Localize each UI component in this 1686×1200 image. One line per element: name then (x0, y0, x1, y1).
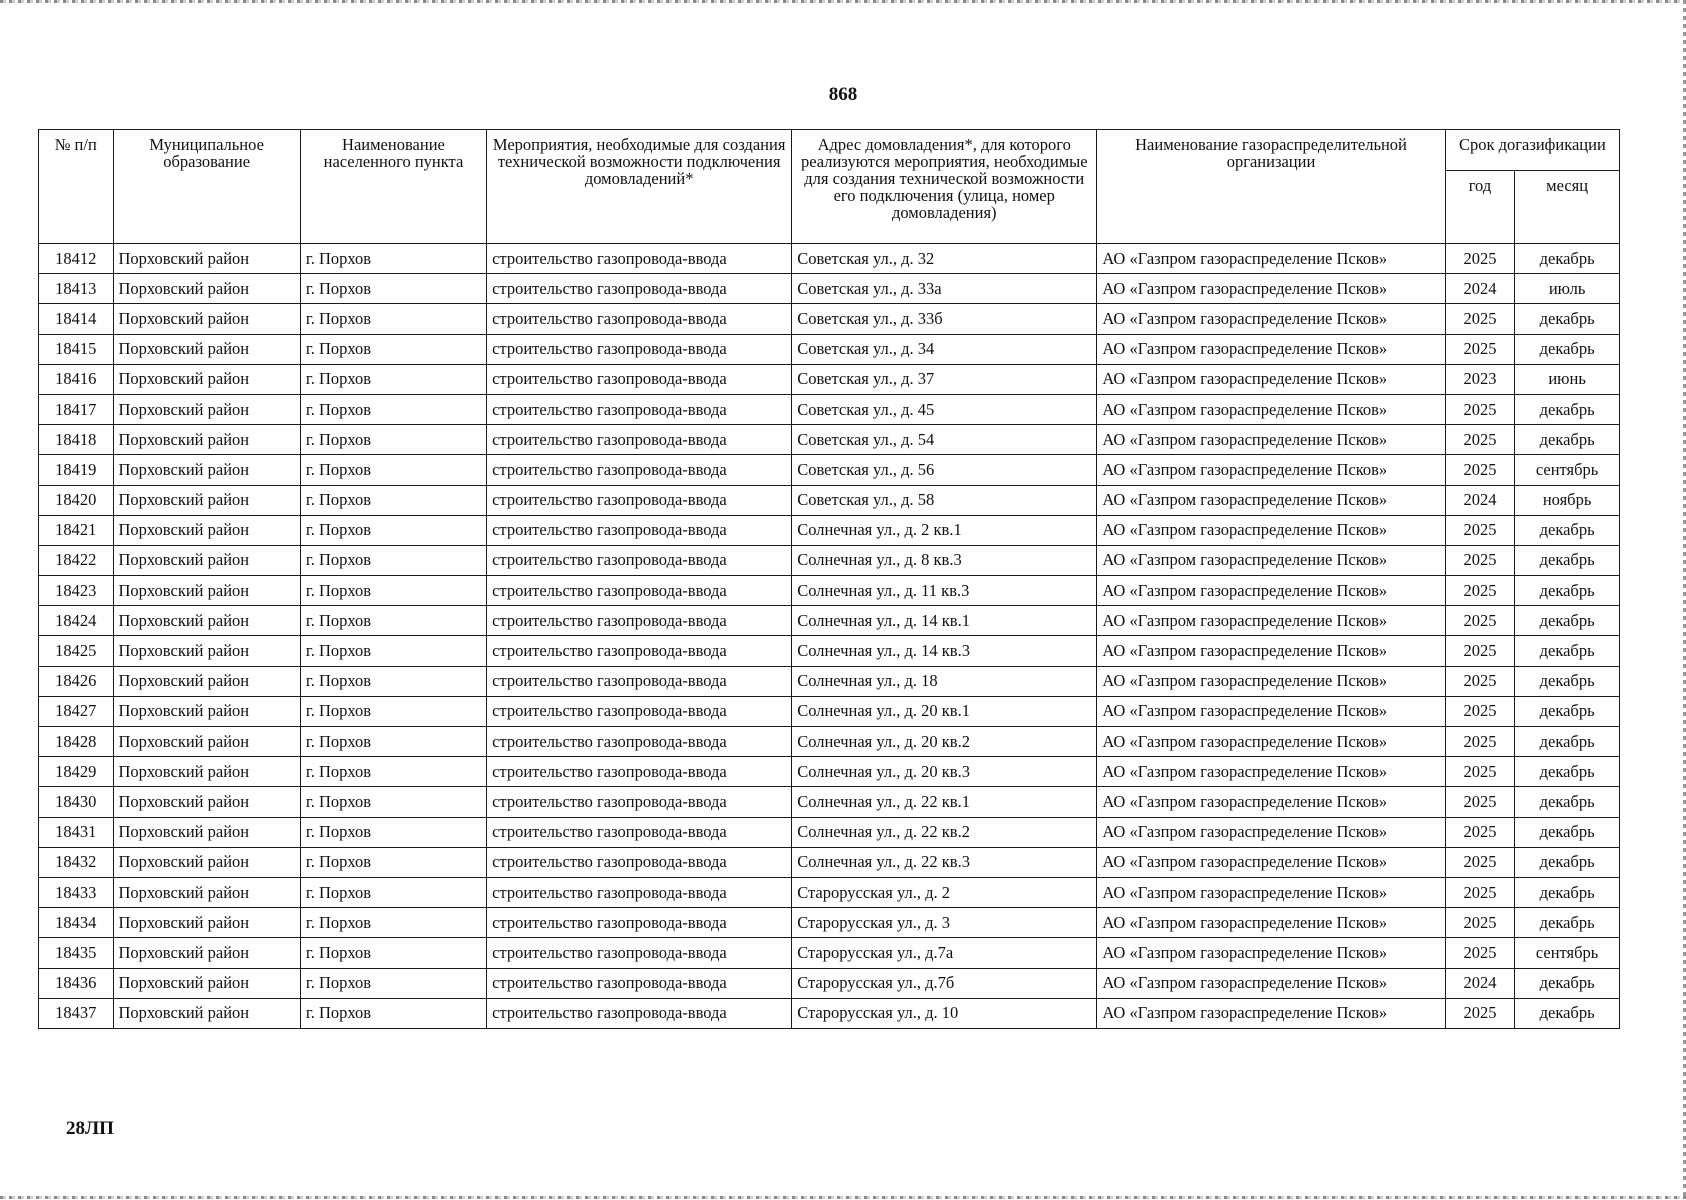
cell-measures: строительство газопровода-ввода (487, 968, 792, 998)
cell-measures: строительство газопровода-ввода (487, 908, 792, 938)
table-row (39, 545, 1620, 575)
table-row (39, 847, 1620, 877)
cell-year: 2025 (1445, 847, 1514, 877)
cell-settlement: г. Порхов (300, 485, 486, 515)
cell-measures: строительство газопровода-ввода (487, 696, 792, 726)
cell-year: 2025 (1445, 455, 1514, 485)
cell-measures: строительство газопровода-ввода (487, 485, 792, 515)
cell-address: Солнечная ул., д. 18 (792, 666, 1097, 696)
cell-municipality: Порховский район (113, 636, 300, 666)
scan-edge-top (0, 0, 1686, 3)
cell-municipality: Порховский район (113, 968, 300, 998)
cell-month: июнь (1515, 364, 1620, 394)
table-row (39, 485, 1620, 515)
cell-month: декабрь (1515, 394, 1620, 424)
cell-settlement: г. Порхов (300, 425, 486, 455)
cell-month: декабрь (1515, 545, 1620, 575)
cell-num: 18437 (39, 998, 114, 1028)
cell-organization: АО «Газпром газораспределение Псков» (1097, 877, 1445, 907)
table-row (39, 425, 1620, 455)
cell-organization: АО «Газпром газораспределение Псков» (1097, 757, 1445, 787)
cell-organization: АО «Газпром газораспределение Псков» (1097, 968, 1445, 998)
cell-organization: АО «Газпром газораспределение Псков» (1097, 485, 1445, 515)
cell-year: 2024 (1445, 274, 1514, 304)
cell-settlement: г. Порхов (300, 576, 486, 606)
cell-measures: строительство газопровода-ввода (487, 304, 792, 334)
header-measures: Мероприятия, необходимые для создания технической возможности подключения домовладений* (487, 130, 792, 244)
cell-year: 2025 (1445, 666, 1514, 696)
cell-measures: строительство газопровода-ввода (487, 606, 792, 636)
cell-address: Солнечная ул., д. 14 кв.1 (792, 606, 1097, 636)
table-row (39, 334, 1620, 364)
cell-num: 18413 (39, 274, 114, 304)
cell-measures: строительство газопровода-ввода (487, 274, 792, 304)
table-row (39, 244, 1620, 274)
cell-settlement: г. Порхов (300, 938, 486, 968)
cell-municipality: Порховский район (113, 998, 300, 1028)
cell-municipality: Порховский район (113, 334, 300, 364)
cell-settlement: г. Порхов (300, 515, 486, 545)
cell-measures: строительство газопровода-ввода (487, 425, 792, 455)
cell-settlement: г. Порхов (300, 757, 486, 787)
cell-month: декабрь (1515, 334, 1620, 364)
cell-month: декабрь (1515, 847, 1620, 877)
cell-settlement: г. Порхов (300, 968, 486, 998)
cell-num: 18422 (39, 545, 114, 575)
cell-address: Советская ул., д. 33а (792, 274, 1097, 304)
cell-month: ноябрь (1515, 485, 1620, 515)
header-municipality: Муниципальное образование (113, 130, 300, 244)
cell-organization: АО «Газпром газораспределение Псков» (1097, 727, 1445, 757)
cell-municipality: Порховский район (113, 244, 300, 274)
table-row (39, 938, 1620, 968)
cell-month: декабрь (1515, 606, 1620, 636)
cell-year: 2025 (1445, 394, 1514, 424)
cell-month: декабрь (1515, 877, 1620, 907)
cell-num: 18428 (39, 727, 114, 757)
table-row (39, 515, 1620, 545)
table-row (39, 787, 1620, 817)
cell-measures: строительство газопровода-ввода (487, 545, 792, 575)
cell-measures: строительство газопровода-ввода (487, 636, 792, 666)
cell-month: декабрь (1515, 696, 1620, 726)
cell-address: Советская ул., д. 34 (792, 334, 1097, 364)
cell-organization: АО «Газпром газораспределение Псков» (1097, 938, 1445, 968)
cell-num: 18412 (39, 244, 114, 274)
cell-organization: АО «Газпром газораспределение Псков» (1097, 334, 1445, 364)
cell-month: декабрь (1515, 727, 1620, 757)
cell-organization: АО «Газпром газораспределение Псков» (1097, 545, 1445, 575)
header-month: месяц (1515, 171, 1620, 244)
cell-year: 2025 (1445, 636, 1514, 666)
cell-measures: строительство газопровода-ввода (487, 998, 792, 1028)
cell-organization: АО «Газпром газораспределение Псков» (1097, 998, 1445, 1028)
cell-month: сентябрь (1515, 938, 1620, 968)
cell-organization: АО «Газпром газораспределение Псков» (1097, 455, 1445, 485)
cell-num: 18427 (39, 696, 114, 726)
cell-organization: АО «Газпром газораспределение Псков» (1097, 515, 1445, 545)
cell-year: 2025 (1445, 998, 1514, 1028)
cell-organization: АО «Газпром газораспределение Псков» (1097, 364, 1445, 394)
cell-address: Солнечная ул., д. 22 кв.1 (792, 787, 1097, 817)
cell-address: Солнечная ул., д. 20 кв.3 (792, 757, 1097, 787)
cell-num: 18435 (39, 938, 114, 968)
cell-month: декабрь (1515, 968, 1620, 998)
table-row (39, 998, 1620, 1028)
cell-year: 2025 (1445, 877, 1514, 907)
cell-municipality: Порховский район (113, 787, 300, 817)
cell-address: Солнечная ул., д. 20 кв.1 (792, 696, 1097, 726)
cell-municipality: Порховский район (113, 817, 300, 847)
cell-municipality: Порховский район (113, 394, 300, 424)
cell-address: Старорусская ул., д.7б (792, 968, 1097, 998)
cell-municipality: Порховский район (113, 757, 300, 787)
cell-address: Солнечная ул., д. 20 кв.2 (792, 727, 1097, 757)
cell-measures: строительство газопровода-ввода (487, 576, 792, 606)
cell-month: декабрь (1515, 576, 1620, 606)
cell-organization: АО «Газпром газораспределение Псков» (1097, 696, 1445, 726)
cell-municipality: Порховский район (113, 364, 300, 394)
cell-settlement: г. Порхов (300, 727, 486, 757)
cell-settlement: г. Порхов (300, 394, 486, 424)
cell-num: 18432 (39, 847, 114, 877)
cell-settlement: г. Порхов (300, 364, 486, 394)
cell-municipality: Порховский район (113, 455, 300, 485)
cell-municipality: Порховский район (113, 666, 300, 696)
header-address: Адрес домовладения*, для которого реализуются мероприятия, необходимые для создания технической возможности его подключения (улица, номер домовладения) (792, 130, 1097, 244)
table-row (39, 968, 1620, 998)
cell-num: 18434 (39, 908, 114, 938)
cell-year: 2025 (1445, 787, 1514, 817)
header-num: № п/п (39, 130, 114, 244)
header-settlement: Наименование населенного пункта (300, 130, 486, 244)
cell-municipality: Порховский район (113, 515, 300, 545)
gasification-table (38, 129, 1620, 1029)
cell-settlement: г. Порхов (300, 334, 486, 364)
cell-year: 2024 (1445, 968, 1514, 998)
cell-measures: строительство газопровода-ввода (487, 364, 792, 394)
cell-year: 2025 (1445, 908, 1514, 938)
cell-address: Старорусская ул., д. 2 (792, 877, 1097, 907)
table-row (39, 817, 1620, 847)
cell-municipality: Порховский район (113, 908, 300, 938)
cell-month: декабрь (1515, 304, 1620, 334)
cell-num: 18431 (39, 817, 114, 847)
cell-year: 2025 (1445, 817, 1514, 847)
cell-organization: АО «Газпром газораспределение Псков» (1097, 425, 1445, 455)
cell-measures: строительство газопровода-ввода (487, 244, 792, 274)
header-organization: Наименование газораспределительной организации (1097, 130, 1445, 244)
page-number: 868 (828, 84, 858, 105)
cell-month: июль (1515, 274, 1620, 304)
cell-num: 18429 (39, 757, 114, 787)
cell-settlement: г. Порхов (300, 696, 486, 726)
cell-settlement: г. Порхов (300, 787, 486, 817)
cell-municipality: Порховский район (113, 847, 300, 877)
cell-address: Старорусская ул., д. 3 (792, 908, 1097, 938)
table-row (39, 666, 1620, 696)
cell-municipality: Порховский район (113, 606, 300, 636)
cell-num: 18421 (39, 515, 114, 545)
scan-edge-bottom (0, 1196, 1686, 1199)
cell-municipality: Порховский район (113, 938, 300, 968)
cell-settlement: г. Порхов (300, 545, 486, 575)
cell-num: 18436 (39, 968, 114, 998)
cell-measures: строительство газопровода-ввода (487, 666, 792, 696)
cell-address: Солнечная ул., д. 22 кв.3 (792, 847, 1097, 877)
cell-organization: АО «Газпром газораспределение Псков» (1097, 606, 1445, 636)
cell-measures: строительство газопровода-ввода (487, 787, 792, 817)
cell-municipality: Порховский район (113, 545, 300, 575)
cell-num: 18416 (39, 364, 114, 394)
header-year: год (1445, 171, 1514, 244)
cell-municipality: Порховский район (113, 425, 300, 455)
cell-year: 2025 (1445, 727, 1514, 757)
cell-organization: АО «Газпром газораспределение Псков» (1097, 244, 1445, 274)
cell-year: 2025 (1445, 545, 1514, 575)
table-row (39, 274, 1620, 304)
cell-settlement: г. Порхов (300, 847, 486, 877)
cell-organization: АО «Газпром газораспределение Псков» (1097, 304, 1445, 334)
table-row (39, 606, 1620, 636)
cell-municipality: Порховский район (113, 485, 300, 515)
cell-month: декабрь (1515, 757, 1620, 787)
cell-measures: строительство газопровода-ввода (487, 938, 792, 968)
cell-year: 2025 (1445, 304, 1514, 334)
cell-address: Советская ул., д. 32 (792, 244, 1097, 274)
cell-organization: АО «Газпром газораспределение Псков» (1097, 274, 1445, 304)
cell-year: 2025 (1445, 576, 1514, 606)
table-row (39, 364, 1620, 394)
cell-month: декабрь (1515, 998, 1620, 1028)
cell-year: 2025 (1445, 425, 1514, 455)
cell-settlement: г. Порхов (300, 908, 486, 938)
cell-organization: АО «Газпром газораспределение Псков» (1097, 817, 1445, 847)
cell-settlement: г. Порхов (300, 666, 486, 696)
cell-num: 18424 (39, 606, 114, 636)
cell-address: Советская ул., д. 56 (792, 455, 1097, 485)
cell-month: декабрь (1515, 425, 1620, 455)
cell-organization: АО «Газпром газораспределение Псков» (1097, 394, 1445, 424)
cell-num: 18425 (39, 636, 114, 666)
cell-organization: АО «Газпром газораспределение Псков» (1097, 666, 1445, 696)
cell-organization: АО «Газпром газораспределение Псков» (1097, 787, 1445, 817)
cell-settlement: г. Порхов (300, 455, 486, 485)
cell-measures: строительство газопровода-ввода (487, 757, 792, 787)
cell-measures: строительство газопровода-ввода (487, 847, 792, 877)
cell-year: 2025 (1445, 334, 1514, 364)
cell-address: Советская ул., д. 54 (792, 425, 1097, 455)
cell-year: 2025 (1445, 696, 1514, 726)
cell-month: декабрь (1515, 636, 1620, 666)
cell-address: Солнечная ул., д. 8 кв.3 (792, 545, 1097, 575)
cell-municipality: Порховский район (113, 877, 300, 907)
cell-settlement: г. Порхов (300, 304, 486, 334)
cell-measures: строительство газопровода-ввода (487, 817, 792, 847)
cell-measures: строительство газопровода-ввода (487, 334, 792, 364)
cell-month: сентябрь (1515, 455, 1620, 485)
cell-address: Солнечная ул., д. 14 кв.3 (792, 636, 1097, 666)
cell-num: 18420 (39, 485, 114, 515)
cell-municipality: Порховский район (113, 304, 300, 334)
cell-settlement: г. Порхов (300, 877, 486, 907)
cell-address: Советская ул., д. 45 (792, 394, 1097, 424)
cell-address: Солнечная ул., д. 2 кв.1 (792, 515, 1097, 545)
table-body (39, 244, 1620, 1029)
table-row (39, 877, 1620, 907)
cell-num: 18414 (39, 304, 114, 334)
table-row (39, 394, 1620, 424)
cell-settlement: г. Порхов (300, 606, 486, 636)
cell-municipality: Порховский район (113, 576, 300, 606)
cell-settlement: г. Порхов (300, 274, 486, 304)
cell-organization: АО «Газпром газораспределение Псков» (1097, 636, 1445, 666)
cell-settlement: г. Порхов (300, 636, 486, 666)
cell-organization: АО «Газпром газораспределение Псков» (1097, 847, 1445, 877)
cell-address: Старорусская ул., д.7а (792, 938, 1097, 968)
cell-num: 18433 (39, 877, 114, 907)
cell-year: 2025 (1445, 244, 1514, 274)
cell-year: 2025 (1445, 757, 1514, 787)
cell-address: Солнечная ул., д. 22 кв.2 (792, 817, 1097, 847)
header-row-1 (39, 130, 1620, 171)
cell-measures: строительство газопровода-ввода (487, 394, 792, 424)
cell-year: 2024 (1445, 485, 1514, 515)
cell-year: 2025 (1445, 606, 1514, 636)
cell-month: декабрь (1515, 515, 1620, 545)
cell-month: декабрь (1515, 666, 1620, 696)
cell-year: 2025 (1445, 515, 1514, 545)
cell-month: декабрь (1515, 817, 1620, 847)
cell-month: декабрь (1515, 908, 1620, 938)
cell-num: 18418 (39, 425, 114, 455)
cell-num: 18426 (39, 666, 114, 696)
cell-municipality: Порховский район (113, 696, 300, 726)
cell-month: декабрь (1515, 244, 1620, 274)
cell-num: 18417 (39, 394, 114, 424)
cell-year: 2025 (1445, 938, 1514, 968)
cell-settlement: г. Порхов (300, 244, 486, 274)
table-row (39, 908, 1620, 938)
cell-measures: строительство газопровода-ввода (487, 727, 792, 757)
cell-month: декабрь (1515, 787, 1620, 817)
cell-year: 2023 (1445, 364, 1514, 394)
cell-num: 18415 (39, 334, 114, 364)
table-header (39, 130, 1620, 244)
cell-address: Советская ул., д. 37 (792, 364, 1097, 394)
cell-measures: строительство газопровода-ввода (487, 877, 792, 907)
table-row (39, 304, 1620, 334)
cell-settlement: г. Порхов (300, 817, 486, 847)
table-row (39, 576, 1620, 606)
table-row (39, 757, 1620, 787)
table-row (39, 455, 1620, 485)
cell-address: Советская ул., д. 58 (792, 485, 1097, 515)
cell-settlement: г. Порхов (300, 998, 486, 1028)
table-row (39, 696, 1620, 726)
cell-num: 18419 (39, 455, 114, 485)
cell-address: Солнечная ул., д. 11 кв.3 (792, 576, 1097, 606)
table-row (39, 727, 1620, 757)
footer-code: 28ЛП (66, 1118, 114, 1139)
cell-num: 18423 (39, 576, 114, 606)
cell-measures: строительство газопровода-ввода (487, 515, 792, 545)
cell-address: Старорусская ул., д. 10 (792, 998, 1097, 1028)
cell-num: 18430 (39, 787, 114, 817)
cell-municipality: Порховский район (113, 274, 300, 304)
cell-municipality: Порховский район (113, 727, 300, 757)
cell-organization: АО «Газпром газораспределение Псков» (1097, 908, 1445, 938)
cell-address: Советская ул., д. 33б (792, 304, 1097, 334)
cell-measures: строительство газопровода-ввода (487, 455, 792, 485)
table-row (39, 636, 1620, 666)
header-deadline: Срок догазификации (1445, 130, 1619, 171)
cell-organization: АО «Газпром газораспределение Псков» (1097, 576, 1445, 606)
